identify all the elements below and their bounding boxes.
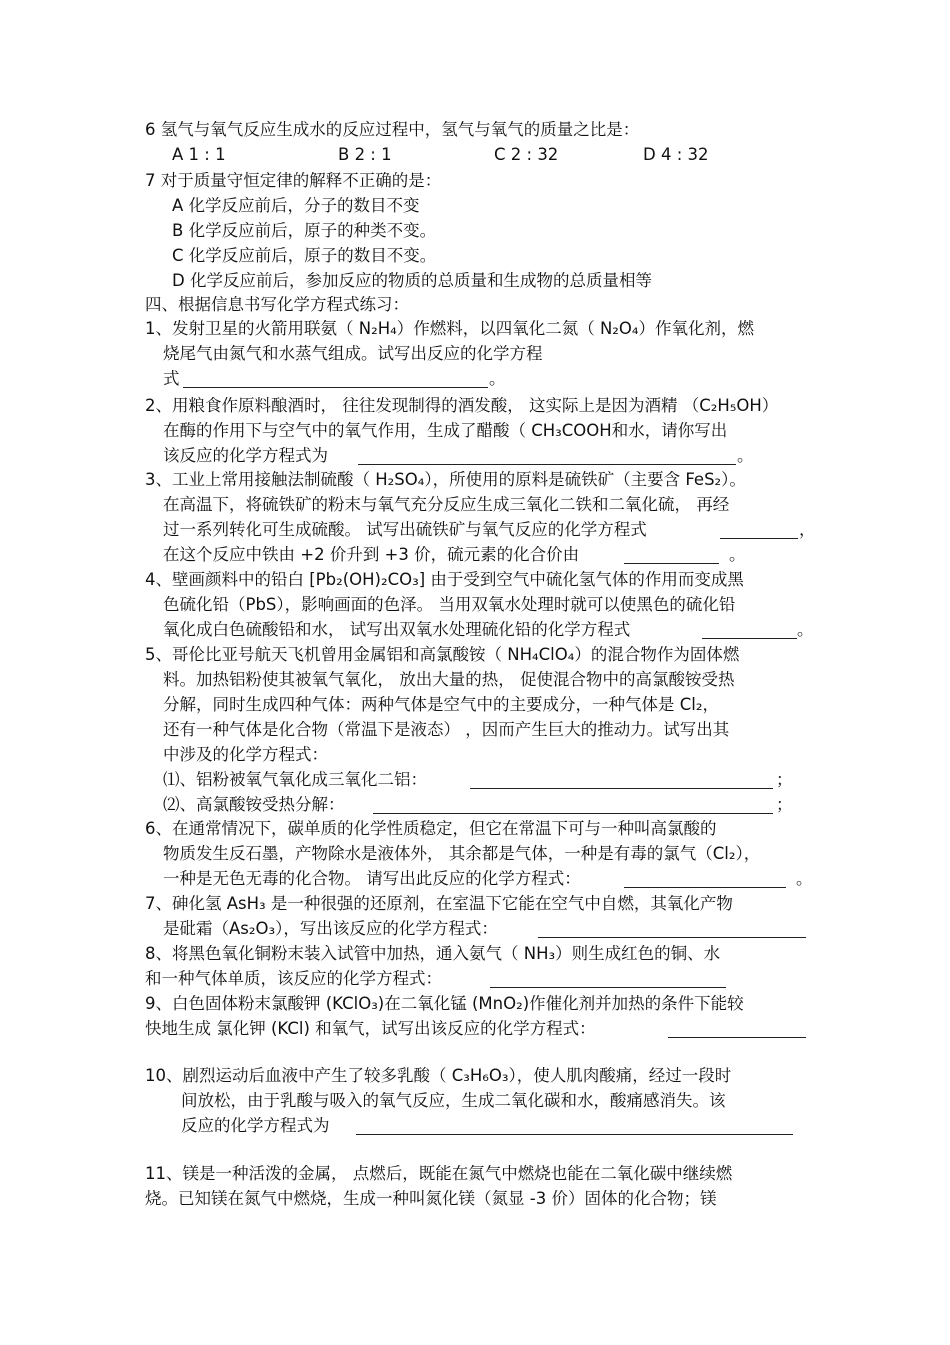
p6-line3: 一种是无色无毒的化合物。 请写出此反应的化学方程式：: [163, 869, 581, 888]
p5-line1: 5、哥伦比亚号航天飞机曾用金属铝和高氯酸铵（ NH₄ClO₄）的混合物作为固体燃: [145, 645, 740, 664]
p7-line1: 7、砷化氢 AsH₃ 是一种很强的还原剂，在室温下它能在空气中自燃，其氧化产物: [145, 894, 733, 913]
p5-sub2-semicolon: ；: [776, 795, 793, 814]
p2-period: 。: [737, 446, 754, 465]
p3-line3: 过一系列转化可生成硫酸。 试写出硫铁矿与氧气反应的化学方程式: [163, 520, 647, 539]
p10-line2: 间放松，由于乳酸与吸入的氧气反应，生成二氧化碳和水，酸痛感消失。该: [181, 1091, 726, 1110]
q7-option-d: D 化学反应前后，参加反应的物质的总质量和生成物的总质量相等: [172, 271, 652, 290]
p9-line2: 快地生成 氯化钾 (KCl) 和氧气，试写出该反应的化学方程式：: [145, 1019, 596, 1038]
p2-answer-blank[interactable]: [358, 464, 736, 465]
p10-line3: 反应的化学方程式为: [181, 1116, 330, 1135]
p6-period: 。: [796, 869, 813, 888]
p3-valence-blank[interactable]: [624, 563, 719, 564]
p3-line1: 3、工业上常用接触法制硫酸（ H₂SO₄），所使用的原料是硫铁矿（主要含 FeS₂）。: [145, 470, 746, 489]
q6-option-d: D 4 : 32: [643, 145, 709, 164]
p4-answer-blank[interactable]: [702, 638, 797, 639]
p4-line3: 氧化成白色硫酸铅和水， 试写出双氧水处理硫化铅的化学方程式: [163, 620, 631, 639]
p6-answer-blank[interactable]: [624, 887, 786, 888]
p5-line4: 还有一种气体是化合物（常温下是液态） ，因而产生巨大的推动力。试写出其: [163, 720, 730, 739]
p5-sub2-blank[interactable]: [373, 813, 773, 814]
p1-answer-blank[interactable]: [183, 387, 488, 388]
section-title: 四、根据信息书写化学方程式练习：: [145, 295, 409, 314]
q7-option-b: B 化学反应前后，原子的种类不变。: [172, 221, 437, 240]
p9-answer-blank[interactable]: [668, 1037, 806, 1038]
p8-answer-blank[interactable]: [490, 987, 726, 988]
p8-line1: 8、将黑色氧化铜粉末装入试管中加热，通入氨气（ NH₃）则生成红色的铜、水: [145, 944, 721, 963]
p3-comma: ，: [799, 520, 816, 539]
p7-answer-blank[interactable]: [538, 937, 806, 938]
p5-line5: 中涉及的化学方程式：: [163, 745, 328, 764]
p5-line2: 料。加热铝粉使其被氧气氧化， 放出大量的热， 促使混合物中的高氯酸铵受热: [163, 670, 735, 689]
q7-stem: 7 对于质量守恒定律的解释不正确的是：: [145, 171, 442, 190]
p2-line3: 该反应的化学方程式为: [163, 446, 328, 465]
q7-option-a: A 化学反应前后，分子的数目不变: [172, 196, 420, 215]
p3-line2: 在高温下，将硫铁矿的粉末与氧气充分反应生成三氧化二铁和二氧化硫， 再经: [163, 495, 730, 514]
p4-line1: 4、壁画颜料中的铅白 [Pb₂(OH)₂CO₃] 由于受到空气中硫化氢气体的作用而变成黑: [145, 570, 744, 589]
p5-sub1-label: ⑴、铝粉被氧气氧化成三氧化二铝：: [163, 770, 427, 789]
q6-option-b: B 2 : 1: [338, 145, 392, 164]
p4-period: 。: [797, 620, 814, 639]
p8-line2: 和一种气体单质，该反应的化学方程式：: [145, 969, 442, 988]
p1-line2: 烧尾气由氮气和水蒸气组成。试写出反应的化学方程: [163, 344, 543, 363]
p7-line2: 是砒霜（As₂O₃），写出该反应的化学方程式：: [163, 919, 498, 938]
p5-sub2-label: ⑵、高氯酸铵受热分解：: [163, 795, 345, 814]
p3-equation-blank[interactable]: [720, 538, 798, 539]
q6-option-a: A 1 : 1: [172, 145, 226, 164]
p5-sub1-semicolon: ；: [776, 770, 793, 789]
p3-line4: 在这个反应中铁由 +2 价升到 +3 价，硫元素的化合价由: [163, 545, 580, 564]
q6-option-c: C 2 : 32: [494, 145, 559, 164]
p5-sub1-blank[interactable]: [470, 788, 773, 789]
q7-option-c: C 化学反应前后，原子的数目不变。: [172, 246, 437, 265]
p6-line1: 6、在通常情况下，碳单质的化学性质稳定，但它在常温下可与一种叫高氯酸的: [145, 819, 717, 838]
p5-line3: 分解，同时生成四种气体：两种气体是空气中的主要成分，一种气体是 Cl₂，: [163, 695, 719, 714]
p1-line3: 式: [163, 369, 180, 388]
q6-stem: 6 氢气与氧气反应生成水的反应过程中，氢气与氧气的质量之比是：: [145, 120, 640, 139]
p9-line1: 9、白色固体粉末氯酸钾 (KClO₃)在二氧化锰 (MnO₂)作催化剂并加热的条件下能较: [145, 994, 744, 1013]
p4-line2: 色硫化铅（PbS），影响画面的色泽。 当用双氧水处理时就可以使黑色的硫化铅: [163, 595, 736, 614]
p10-line1: 10、剧烈运动后血液中产生了较多乳酸（ C₃H₆O₃），使人肌肉酸痛，经过一段时: [145, 1066, 732, 1085]
p11-line1: 11、镁是一种活泼的金属， 点燃后，既能在氮气中燃烧也能在二氧化碳中继续燃: [145, 1164, 733, 1183]
p1-period: 。: [489, 369, 506, 388]
p11-line2: 烧。已知镁在氮气中燃烧，生成一种叫氮化镁（氮显 -3 价）固体的化合物；镁: [145, 1189, 717, 1208]
p6-line2: 物质发生反石墨，产物除水是液体外， 其余都是气体，一种是有毒的氯气（Cl₂），: [163, 844, 761, 863]
p2-line2: 在酶的作用下与空气中的氧气作用，生成了醋酸（ CH₃COOH和水，请你写出: [163, 421, 728, 440]
p3-period: 。: [729, 545, 746, 564]
p1-line1: 1、发射卫星的火箭用联氨（ N₂H₄）作燃料，以四氧化二氮（ N₂O₄）作氧化剂，燃: [145, 319, 755, 338]
p10-answer-blank[interactable]: [356, 1134, 793, 1135]
p2-line1: 2、用粮食作原料酿酒时， 往往发现制得的酒发酸， 这实际上是因为酒精 （C₂H₅OH）: [145, 396, 779, 415]
